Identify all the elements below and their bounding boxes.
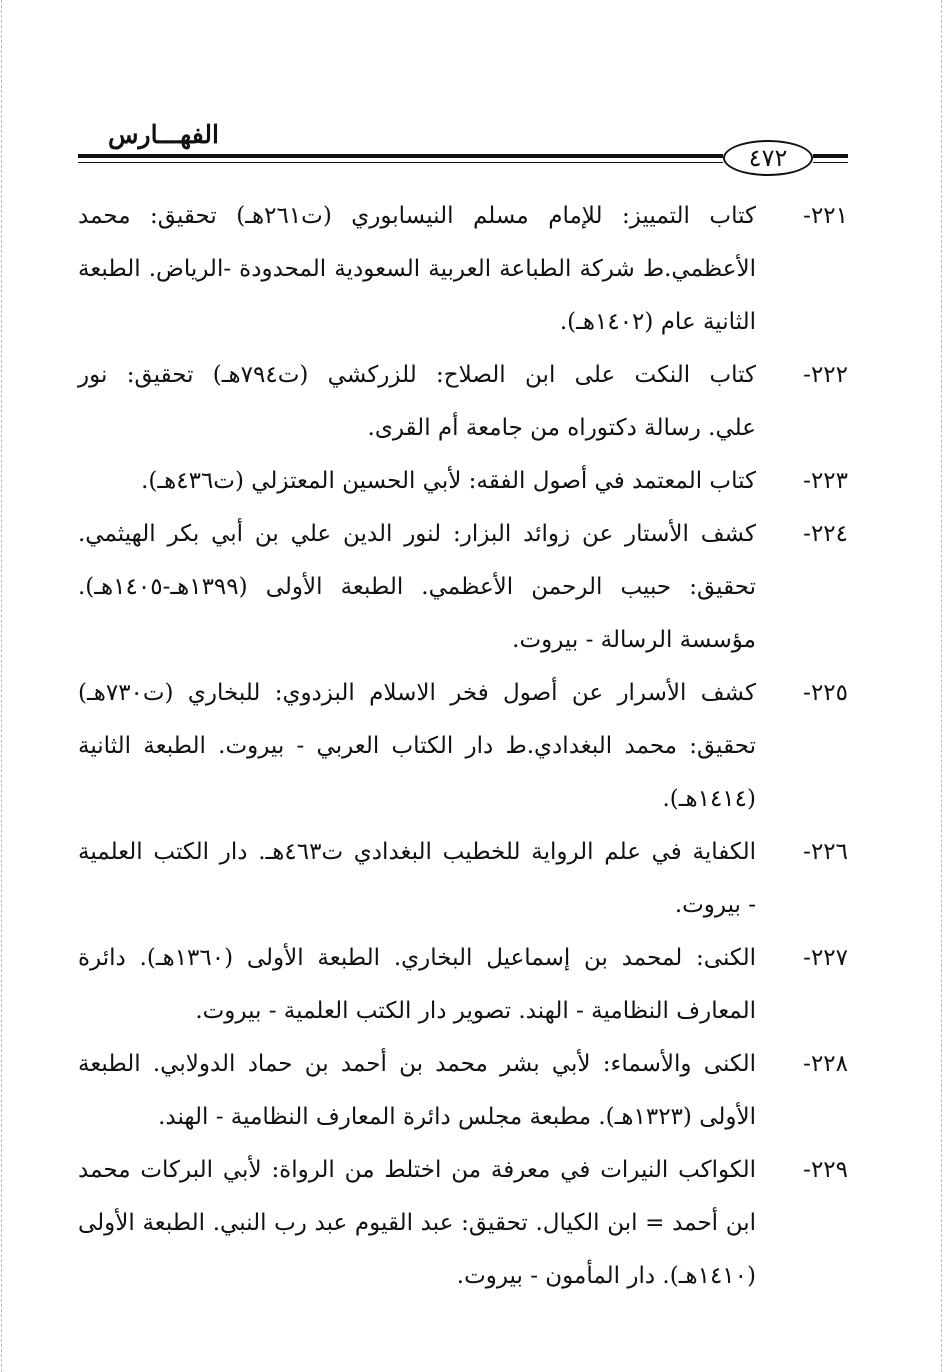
entry-text [78, 667, 756, 826]
entry-line: (١٤١٠هـ). دار المأمون - بيروت. [456, 1263, 756, 1289]
entry-line: الثانية عام (١٤٠٢هـ). [559, 309, 756, 335]
header-rule-right [813, 154, 848, 158]
entry-line: الأعظمي.ط شركة الطباعة العربية السعودية المحدودة -الرياض. الطبعة [78, 256, 756, 282]
entry-line: المعارف النظامية - الهند. تصوير دار الكتب العلمية - بيروت. [195, 998, 756, 1024]
bibliography-entry [78, 1144, 848, 1303]
entry-line: الكنى: لمحمد بن إسماعيل البخاري. الطبعة الأولى (١٣٦٠هـ). دائرة [78, 945, 756, 971]
entry-line: كشف الأستار عن زوائد البزار: لنور الدين علي بن أبي بكر الهيثمي. [78, 521, 756, 547]
entry-line: ابن أحمد = ابن الكيال. تحقيق: عبد القيوم عبد رب النبي. الطبعة الأولى [78, 1210, 756, 1236]
entry-number: ٢٢٤- [803, 521, 848, 547]
entry-line: كتاب التمييز: للإمام مسلم النيسابوري (ت٢٦١هـ) تحقيق: محمد [78, 203, 756, 229]
entry-number: ٢٢٩- [803, 1157, 848, 1183]
entry-number: ٢٢١- [803, 203, 848, 229]
entry-number: ٢٢٢- [803, 362, 848, 388]
bibliography-entry [78, 1038, 848, 1144]
bibliography-entry [78, 508, 848, 667]
entry-number: ٢٢٨- [803, 1051, 848, 1077]
page-edge-left [1, 0, 3, 1372]
entry-line: - بيروت. [674, 892, 756, 918]
entry-number: ٢٢٥- [803, 680, 848, 706]
bibliography-entry [78, 826, 848, 932]
header-rule-right-thin [813, 162, 848, 163]
header-rule [78, 154, 723, 158]
bibliography-entry [78, 349, 848, 455]
entry-line: علي. رسالة دكتوراه من جامعة أم القرى. [367, 415, 756, 441]
entry-line: الأولى (١٣٢٣هـ). مطبعة مجلس دائرة المعارف النظامية - الهند. [158, 1104, 756, 1130]
bibliography-entry [78, 667, 848, 826]
bibliography-entry [78, 455, 848, 508]
entry-text [78, 508, 756, 667]
entry-line: كتاب النكت على ابن الصلاح: للزركشي (ت٧٩٤هـ) تحقيق: نور [78, 362, 756, 388]
entry-line: تحقيق: محمد البغدادي.ط دار الكتاب العربي - بيروت. الطبعة الثانية [78, 733, 756, 759]
bibliography-entry [78, 190, 848, 349]
header-rule-thin [78, 162, 723, 163]
entry-line: الكواكب النيرات في معرفة من اختلط من الرواة: لأبي البركات محمد [78, 1157, 756, 1183]
entry-text [78, 932, 756, 1038]
entry-text [78, 1144, 756, 1303]
entry-number: ٢٢٧- [803, 945, 848, 971]
entry-number: ٢٢٣- [803, 468, 848, 494]
entry-line: الكنى والأسماء: لأبي بشر محمد بن أحمد بن حماد الدولابي. الطبعة [78, 1051, 756, 1077]
entry-text [78, 190, 756, 349]
entry-line: مؤسسة الرسالة - بيروت. [512, 627, 756, 653]
entry-text [78, 455, 756, 508]
bibliography-list [78, 190, 848, 1303]
entry-text [78, 349, 756, 455]
entry-line: (١٤١٤هـ). [662, 786, 756, 812]
entry-text [78, 1038, 756, 1144]
entry-line: تحقيق: حبيب الرحمن الأعظمي. الطبعة الأولى (١٣٩٩هـ-١٤٠٥هـ). [78, 574, 756, 600]
entry-line: كشف الأسرار عن أصول فخر الاسلام البزدوي: للبخاري (ت٧٣٠هـ) [78, 680, 756, 706]
bibliography-entry [78, 932, 848, 1038]
page-header [78, 118, 848, 188]
page-number: ٤٧٢ [723, 140, 813, 176]
running-title: الفهـــارس [108, 120, 219, 149]
entry-line: الكفاية في علم الرواية للخطيب البغدادي ت٤٦٣هـ. دار الكتب العلمية [78, 839, 756, 865]
entry-line: كتاب المعتمد في أصول الفقه: لأبي الحسين المعتزلي (ت٤٣٦هـ). [141, 468, 756, 494]
page-edge-right [941, 0, 943, 1372]
entry-number: ٢٢٦- [803, 839, 848, 865]
entry-text [78, 826, 756, 932]
